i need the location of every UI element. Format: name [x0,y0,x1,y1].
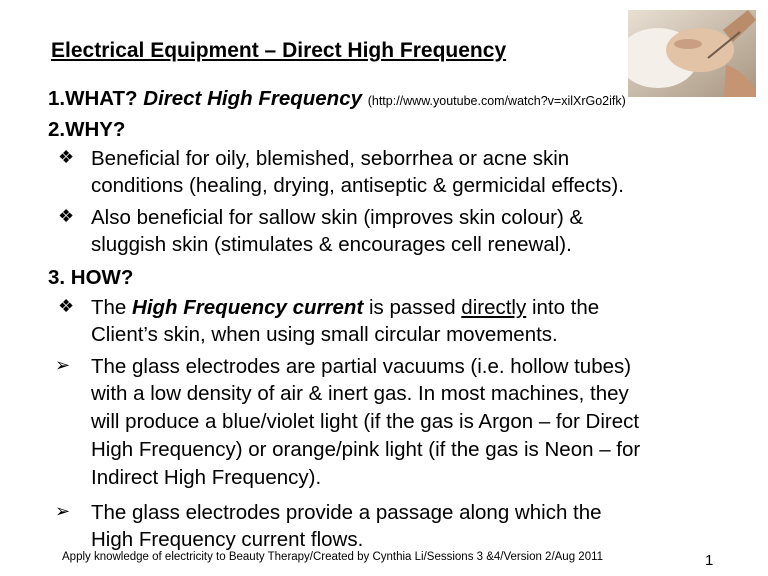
slide-title: Electrical Equipment – Direct High Frequency [51,39,507,62]
arrow-bullet-icon: ➢ [55,355,71,375]
how-bullet-1-mid: is passed [368,296,456,319]
why-bullet-2-line-2: sluggish skin (stimulates & encourages cell renewal). [91,233,572,256]
how-bullet-1-post: into the [531,296,600,319]
how-bullet-1-underlined: directly [461,296,527,319]
video-link[interactable]: (http://www.youtube.com/watch?v=xilXrGo2ifk) [367,94,626,108]
how-bullet-2-line-5: Indirect High Frequency). [91,466,322,489]
why-bullet-2-line-1: Also beneficial for sallow skin (improves skin colour) & [91,206,584,229]
section-why-label: 2.WHY? [48,118,126,141]
section-what-term: Direct High Frequency [143,87,362,110]
diamond-bullet-icon: ❖ [58,296,75,316]
how-bullet-2-line-1: The glass electrodes are partial vacuums (i.e. hollow tubes) [91,355,632,378]
how-bullet-1-line-1 [91,296,599,320]
why-bullet-1-line-2: conditions (healing, drying, antiseptic & germicidal effects). [91,174,624,197]
section-what-label: 1.WHAT? [48,87,138,110]
diamond-bullet-icon: ❖ [58,206,75,226]
page-number: 1 [705,552,714,569]
why-bullet-1-line-1: Beneficial for oily, blemished, seborrhea or acne skin [91,147,570,170]
how-bullet-2-line-4: High Frequency) or orange/pink light (if the gas is Neon – for [91,438,641,461]
arrow-bullet-icon: ➢ [55,501,71,521]
section-how-label: 3. HOW? [48,266,134,289]
facial-treatment-photo [628,10,756,97]
how-bullet-2-line-2: with a low density of air & inert gas. In most machines, they [91,382,629,405]
slide-footer: Apply knowledge of electricity to Beauty Therapy/Created by Cynthia Li/Sessions 3 &4/Version 2/Aug 2011 [62,551,604,563]
how-bullet-1-line-2: Client’s skin, when using small circular movements. [91,323,558,346]
how-bullet-2-line-3: will produce a blue/violet light (if the gas is Argon – for Direct [91,410,640,433]
diamond-bullet-icon: ❖ [58,147,75,167]
how-bullet-3-line-1: The glass electrodes provide a passage along which the [91,501,602,524]
how-bullet-1-emphasis: High Frequency current [132,296,364,319]
how-bullet-1-pre: The [91,296,127,319]
section-what [48,87,626,113]
how-bullet-3-line-2: High Frequency current flows. [91,528,364,551]
